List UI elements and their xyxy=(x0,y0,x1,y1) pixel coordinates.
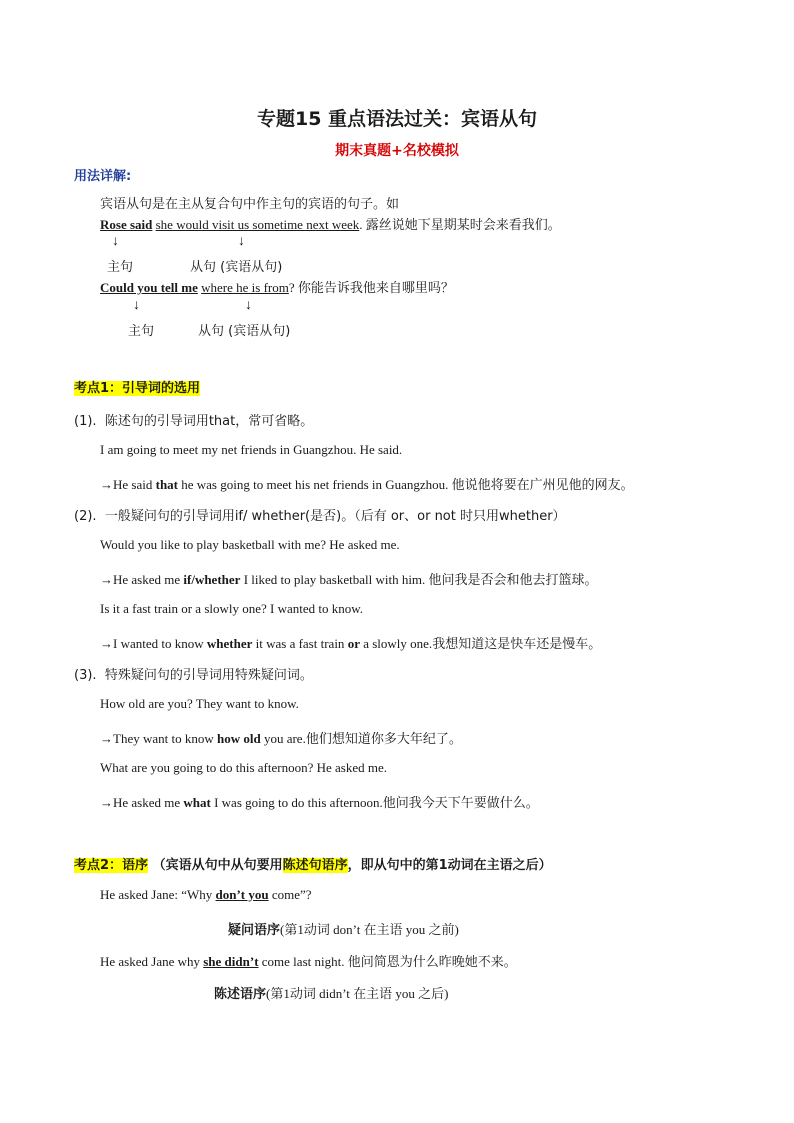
note-label: 疑问语序 xyxy=(228,923,281,938)
result-prefix: →He said xyxy=(100,477,156,492)
example2-tail: ? xyxy=(288,280,295,295)
point1-result-2b xyxy=(100,633,601,652)
point1-example-1: I am going to meet my net friends in Guangzhou. He said. xyxy=(100,442,403,457)
example1-main-clause: Rose said xyxy=(100,217,153,232)
point1-example-3b: What are you going to do this afternoon? He asked me. xyxy=(100,760,387,775)
point1-example-2b: Is it a fast train or a slowly one? I wanted to know. xyxy=(100,601,364,616)
example2-label-main: 主句 xyxy=(128,324,155,339)
result-prefix: →I wanted to know xyxy=(100,636,207,651)
example2-main-clause: Could you tell me xyxy=(100,280,198,295)
example-suffix: come last night. xyxy=(258,954,345,969)
result-keyword: if/whether xyxy=(183,572,241,587)
example2-arrow-main: ↓ xyxy=(133,298,140,313)
example1-arrow-clause: ↓ xyxy=(238,234,245,249)
example2-sentence xyxy=(100,277,454,296)
page-title: 专题15 重点语法过关：宾语从句 xyxy=(256,108,538,130)
result-prefix: →He asked me xyxy=(100,572,184,587)
point1-result-3b xyxy=(100,792,539,811)
point1-heading-text: 考点1：引导词的选用 xyxy=(74,381,201,396)
point1-result-3 xyxy=(100,728,462,747)
result-keyword-or: or xyxy=(347,636,360,651)
point1-result-1 xyxy=(100,474,634,493)
usage-label: 用法详解: xyxy=(74,169,132,184)
rule-text: 特殊疑问句的引导词用特殊疑问词。 xyxy=(104,668,313,683)
example2-object-clause: where he is from xyxy=(201,280,289,295)
result-translation: 他问我是否会和他去打篮球。 xyxy=(428,573,598,588)
result-middle: it was a fast train xyxy=(252,636,348,651)
example2-arrow-clause: ↓ xyxy=(245,298,252,313)
definition-text: 宾语从句是在主从复合句中作主句的宾语的句子。如 xyxy=(100,197,400,212)
example2-label-clause: 从句 (宾语从句) xyxy=(198,324,291,339)
page-subtitle: 期末真题+名校模拟 xyxy=(335,143,459,159)
note-label: 陈述语序 xyxy=(214,987,267,1002)
rule-number: (3). xyxy=(74,668,97,683)
example-prefix: He asked Jane: “Why xyxy=(100,887,216,902)
result-suffix: I was going to do this afternoon. xyxy=(210,795,383,810)
result-suffix: you are. xyxy=(260,731,306,746)
point1-rule-3 xyxy=(74,664,313,683)
example-keyword: she didn’t xyxy=(203,954,259,969)
example-translation: 他问简恩为什么昨晚她不来。 xyxy=(347,955,517,970)
result-prefix: →They want to know xyxy=(100,731,217,746)
rule-text: 陈述句的引导词用that，常可省略。 xyxy=(104,414,314,429)
result-keyword: that xyxy=(155,477,178,492)
result-translation: 他说他将要在广州见他的网友。 xyxy=(451,478,634,493)
point2-heading-label: 考点2：语序 xyxy=(74,858,149,873)
example1-translation: 露丝说她下星期某时会来看我们。 xyxy=(365,218,561,233)
note-text: (第1动词 didn’t 在主语 you 之后) xyxy=(266,986,449,1001)
example1-object-clause: she would visit us sometime next week xyxy=(155,217,360,232)
example2-translation: 你能告诉我他来自哪里吗？ xyxy=(297,281,454,296)
point1-rule-2 xyxy=(74,505,566,524)
rule-number: (2). xyxy=(74,509,97,524)
point2-heading-post: ，即从句中的第1动词在主语之后） xyxy=(347,858,552,873)
result-keyword: how old xyxy=(216,731,261,746)
point2-note-2 xyxy=(214,983,449,1002)
result-suffix: I liked to play basketball with him. xyxy=(240,572,426,587)
point2-heading xyxy=(74,854,552,873)
result-translation: 他问我今天下午要做什么。 xyxy=(382,796,539,811)
point2-example-1 xyxy=(100,887,312,903)
point1-result-2 xyxy=(100,569,598,588)
result-suffix: he was going to meet his net friends in Guangzhou. xyxy=(178,477,449,492)
example1-tail: . xyxy=(359,217,363,232)
note-text: (第1动词 don’t 在主语 you 之前) xyxy=(280,922,459,937)
example-suffix: come”? xyxy=(268,887,312,902)
example-prefix: He asked Jane why xyxy=(100,954,204,969)
point2-heading-highlight: 陈述句语序 xyxy=(282,858,348,873)
result-translation: 我想知道这是快车还是慢车。 xyxy=(432,637,602,652)
result-keyword: what xyxy=(183,795,211,810)
point1-rule-1 xyxy=(74,410,313,429)
rule-text: 一般疑问句的引导词用if/ whether(是否)。（后有 or、or not 时只用whether） xyxy=(104,509,566,524)
point1-example-3: How old are you? They want to know. xyxy=(100,696,299,711)
example1-sentence xyxy=(100,214,561,233)
example1-label-main: 主句 xyxy=(107,260,134,275)
result-translation: 他们想知道你多大年纪了。 xyxy=(305,732,462,747)
point1-heading xyxy=(74,377,200,396)
point1-example-2: Would you like to play basketball with me? He asked me. xyxy=(100,537,400,552)
result-keyword: whether xyxy=(206,636,253,651)
rule-number: (1). xyxy=(74,414,97,429)
result-suffix: a slowly one. xyxy=(359,636,433,651)
point2-example-2 xyxy=(100,951,517,970)
point2-note-1 xyxy=(228,919,459,938)
point2-heading-pre: （宾语从句中从句要用 xyxy=(152,858,283,873)
result-prefix: →He asked me xyxy=(100,795,184,810)
example1-arrow-main: ↓ xyxy=(112,234,119,249)
example-keyword: don’t you xyxy=(215,887,269,902)
example1-label-clause: 从句 (宾语从句) xyxy=(190,260,283,275)
